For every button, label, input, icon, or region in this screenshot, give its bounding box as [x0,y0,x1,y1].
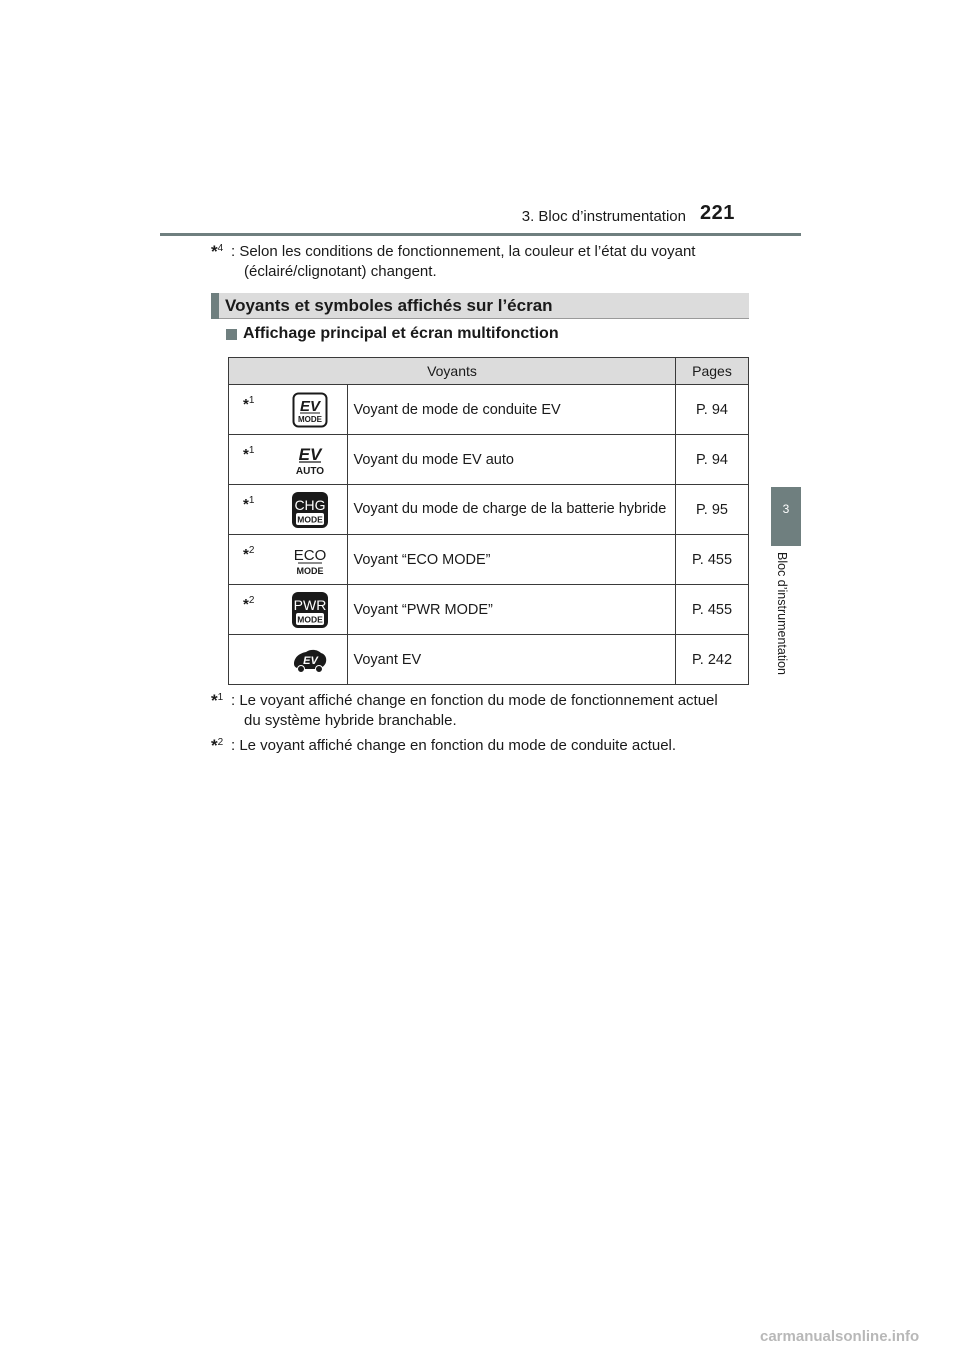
chapter-tab-number: 3 [782,502,790,516]
footnote-4-line1: : Selon les conditions de fonctionnement, la couleur et l’état du voyant [231,243,696,260]
table-row [229,485,749,535]
svg-text:AUTO: AUTO [295,465,324,477]
footnote-2-marker: *$^2$ [211,736,224,755]
footnote-4 [211,242,746,280]
row-page-ref: P. 455 [676,535,749,585]
row-description: Voyant EV [347,635,676,685]
chg-mode-icon [273,485,348,535]
table-header-row [229,358,749,385]
subheading-square-icon [226,329,237,340]
svg-text:MODE: MODE [296,614,323,624]
svg-text:EV: EV [299,397,320,415]
eco-mode-icon [273,535,348,585]
ev-indicator-icon [273,635,348,685]
svg-text:CHG: CHG [293,496,326,513]
row-page-ref: P. 95 [676,485,749,535]
row-marker: *$^1$ [229,435,273,485]
row-page-ref: P. 242 [676,635,749,685]
table-row [229,535,749,585]
row-marker: *$^2$ [229,535,273,585]
footnote-1-line1: : Le voyant affiché change en fonction du mode de fonctionnement actuel [231,692,718,709]
row-marker [229,635,273,685]
header-section-title: 3. Bloc d’instrumentation [521,208,686,225]
chapter-tab [771,487,801,546]
footnote-1 [211,691,749,729]
table-row [229,635,749,685]
row-marker: *$^1$ [229,485,273,535]
ev-mode-icon [273,385,348,435]
table-header-indicators: Voyants [229,358,676,385]
svg-text:ECO: ECO [293,546,326,564]
row-description: Voyant “PWR MODE” [347,585,676,635]
footnote-2 [211,736,749,757]
chapter-tab-label: Bloc d’instrumentation [775,552,789,675]
watermark: carmanualsonline.info [760,1328,920,1345]
row-marker: *$^1$ [229,385,273,435]
svg-text:MODE: MODE [296,514,323,524]
page-number: 221 [700,202,735,224]
svg-text:MODE: MODE [296,565,323,576]
footnote-4-line2: (éclairé/clignotant) changent. [244,263,437,280]
footnote-1-marker: *$^1$ [211,691,224,710]
row-description: Voyant du mode EV auto [347,435,676,485]
svg-text:EV: EV [298,444,321,464]
row-description: Voyant “ECO MODE” [347,535,676,585]
svg-text:MODE: MODE [297,414,322,424]
header-rule [160,233,801,236]
table-row [229,385,749,435]
footnote-1-line2: du système hybride branchable. [244,712,457,729]
row-page-ref: P. 94 [676,385,749,435]
row-description: Voyant de mode de conduite EV [347,385,676,435]
row-description: Voyant du mode de charge de la batterie hybride [347,485,676,535]
pwr-mode-icon [273,585,348,635]
section-bar-accent [211,293,219,319]
footnote-2-line1: : Le voyant affiché change en fonction du mode de conduite actuel. [231,737,677,754]
indicator-table [228,357,749,685]
row-page-ref: P. 455 [676,585,749,635]
section-title: Voyants et symboles affichés sur l’écran [225,296,553,315]
svg-text:EV: EV [302,654,318,667]
footnote-4-marker: *$^4$ [211,242,224,261]
subheading: Affichage principal et écran multifonction [243,325,559,342]
chapter-tab-label-container [771,552,801,712]
row-marker: *$^2$ [229,585,273,635]
table-row [229,435,749,485]
ev-auto-icon [273,435,348,485]
svg-text:PWR: PWR [293,596,326,613]
table-row [229,585,749,635]
table-header-pages: Pages [676,358,749,385]
row-page-ref: P. 94 [676,435,749,485]
